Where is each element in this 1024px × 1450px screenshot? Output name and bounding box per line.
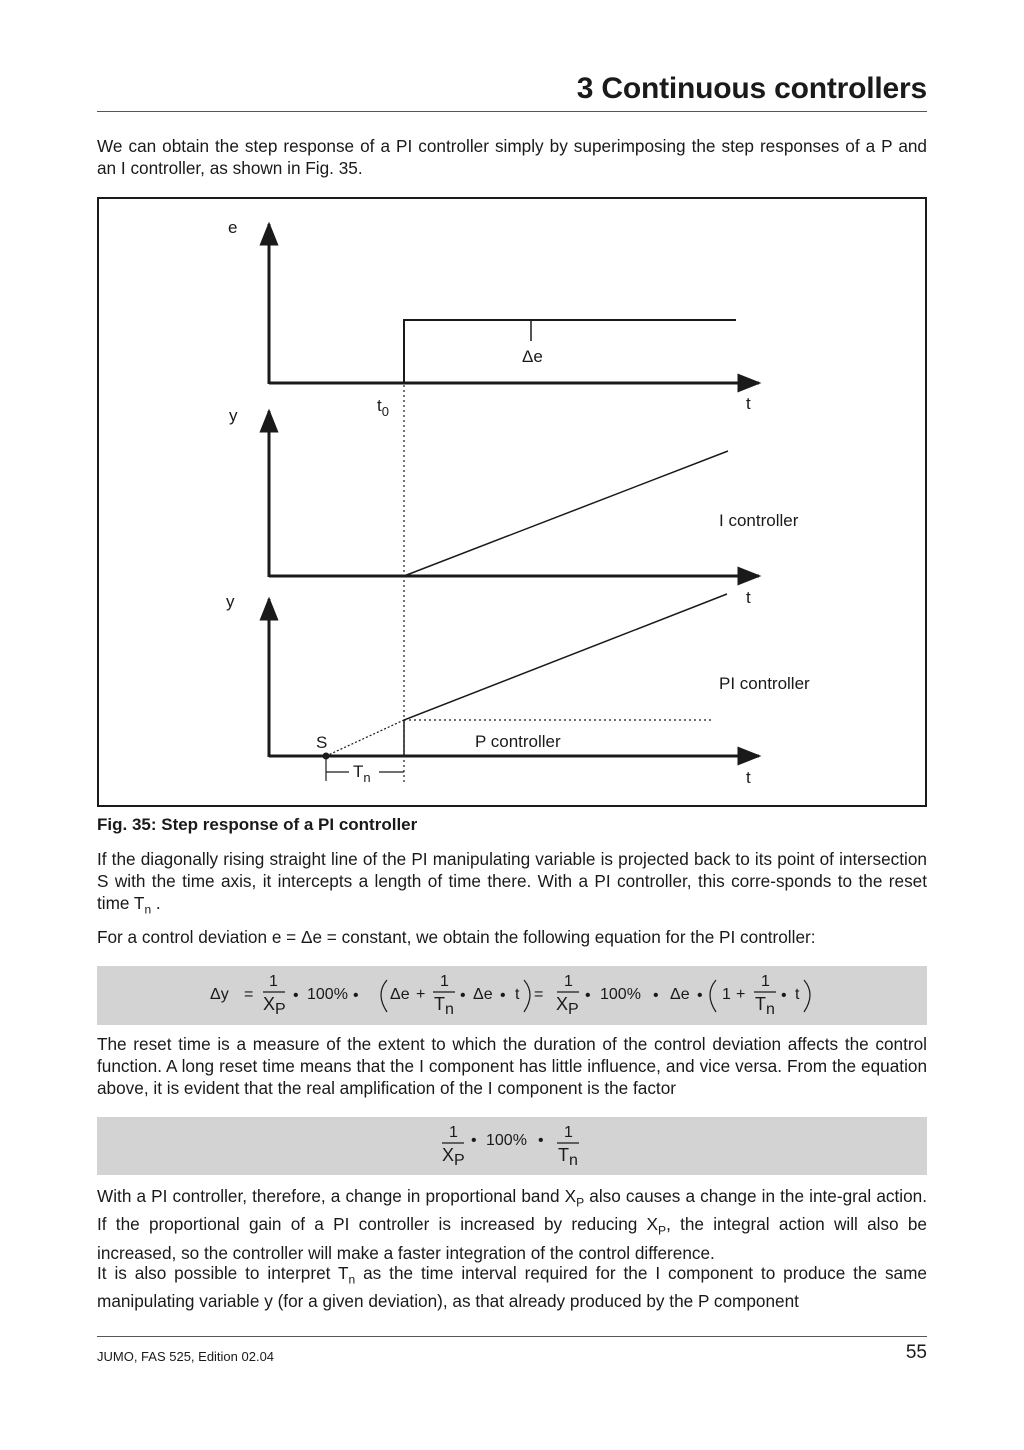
eq-bullet-8: • [781,987,787,1004]
t0-label: $t_0$ [377,396,389,419]
figure-caption: Fig. 35: Step response of a PI controller [97,815,418,834]
time-axis-label-1: t [746,394,751,413]
eq-bullet-7: • [697,987,703,1004]
factor-frac1-den: XP [442,1145,465,1169]
delta-e-label: Δe [522,347,543,366]
y-axis-label-1: y [229,406,238,425]
factor-hundred: 100% [486,1132,527,1149]
factor-frac2-den: Tn [558,1145,578,1169]
eq-frac4-num: 1 [761,973,770,990]
paragraph-interpret-tn: It is also possible to interpret $T_n$ as the time interval required for the I component to produce the same manipulating variable y (for a given deviation), as that already produced by the P component [97,1263,927,1312]
eq-equals-1: = [244,986,254,1003]
eq-t-1: t [515,986,520,1003]
footer-rule [97,1336,927,1337]
tn-label: $T_n$ [353,762,371,785]
i-controller-ramp [404,451,728,576]
p-controller-label: P controller [475,732,561,751]
paragraph-intersection: If the diagonally rising straight line of the PI manipulating variable is projected back to its point of intersection S with the time axis, it intercepts a length of time there. With a PI controller, this corre-sponds to the reset time $T_n$ . [97,849,927,917]
equation-box-factor [97,1117,927,1175]
eq-frac3-num: 1 [564,973,573,990]
step-response-diagram [99,199,929,809]
eq-plus-1: + [416,986,426,1003]
eq-delta-e-3: Δe [670,986,690,1003]
eq-bullet-1: • [293,987,299,1004]
y-axis-label-2: y [226,592,235,611]
factor-frac1-num: 1 [449,1124,458,1141]
time-axis-label-3: t [746,768,751,787]
paragraph-control-deviation: For a control deviation e = Δe = constant, we obtain the following equation for the PI controller: [97,927,816,947]
pi-controller-equation [97,966,927,1025]
page-number: 55 [905,1342,927,1363]
e-axis-label: e [228,218,238,237]
header-rule [97,111,927,112]
eq-frac1-den: XP [263,994,286,1018]
eq-bullet-4: • [500,987,506,1004]
equation-box-main [97,966,927,1025]
factor-bullet-1: • [471,1132,477,1149]
eq-frac4-den: Tn [755,994,775,1018]
eq-equals-2: = [534,986,544,1003]
intro-paragraph: We can obtain the step response of a PI controller simply by superimposing the step responses of a P and an I controller, as shown in Fig. 35. [97,136,927,178]
factor-bullet-2: • [538,1132,544,1149]
intersection-point-s [323,753,330,760]
eq-one: 1 [722,986,731,1003]
footer-publication: JUMO, FAS 525, Edition 02.04 [97,1349,275,1364]
time-axis-label-2: t [746,588,751,607]
chapter-title: 3 Continuous controllers [576,72,927,105]
i-controller-label: I controller [719,511,799,530]
step-response-figure [97,197,927,807]
pi-controller-curve [404,594,727,756]
eq-bullet-3: • [460,987,466,1004]
eq-frac3-den: XP [556,994,579,1018]
amplification-factor-equation [97,1117,927,1175]
eq-frac2-den: Tn [434,994,454,1018]
eq-hundred-2: 100% [600,986,641,1003]
pi-controller-label: PI controller [719,674,810,693]
paragraph-reset-time: The reset time is a measure of the extent to which the duration of the control deviation affects the control function. A long reset time means that the I component has little influence, and vice versa. From the equation above, it is evident that the real amplification of the I component is the factor [97,1034,927,1098]
eq-plus-2: + [736,986,746,1003]
eq-bullet-2: • [353,987,359,1004]
paragraph-proportional-band: With a PI controller, therefore, a change in proportional band $X_P$ also causes a change in the inte-gral action. If the proportional gain of a PI controller is increased by reducing $X_P$, the integral action will also be increased, so the controller will make a faster integration of the control difference. [97,1186,927,1263]
factor-frac2-num: 1 [564,1124,573,1141]
eq-t-2: t [795,986,800,1003]
eq-delta-e-1: Δe [390,986,410,1003]
eq-delta-e-2: Δe [473,986,493,1003]
eq-bullet-6: • [653,987,659,1004]
eq-hundred-1: 100% [307,986,348,1003]
eq-bullet-5: • [585,987,591,1004]
eq-frac2-num: 1 [440,973,449,990]
pi-backward-projection [326,720,404,756]
s-point-label: S [316,733,328,752]
eq-frac1-num: 1 [269,973,278,990]
e-step-curve [404,320,736,383]
eq-lhs: Δy [210,986,229,1003]
